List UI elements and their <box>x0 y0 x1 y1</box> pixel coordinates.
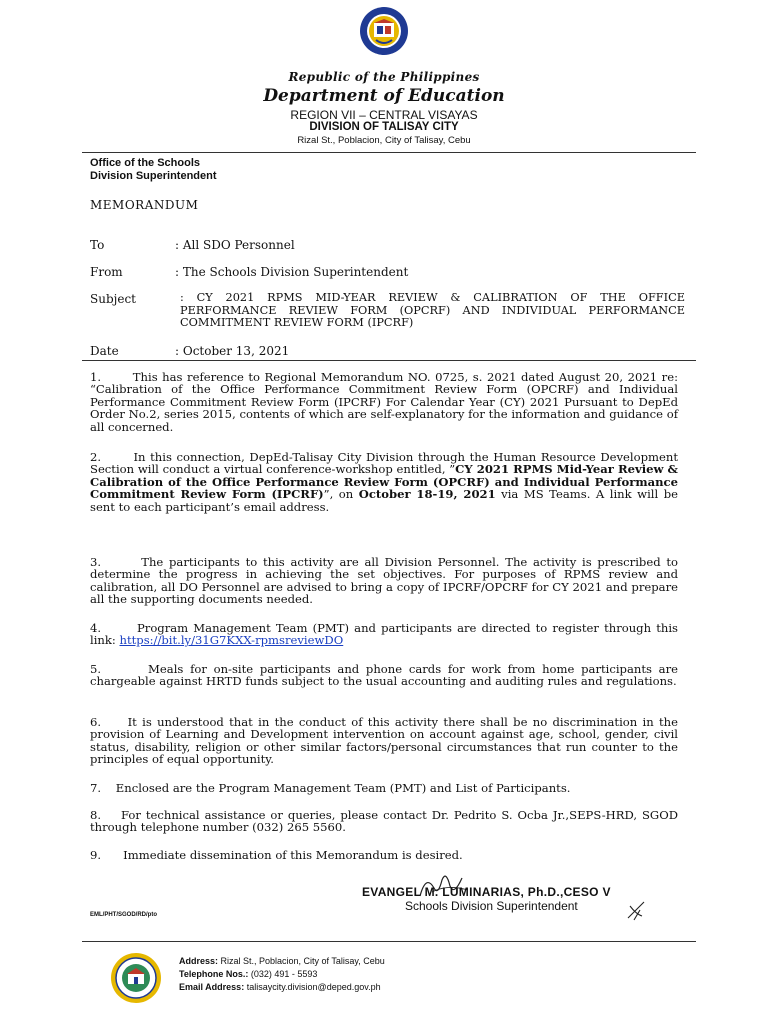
memo-title: MEMORANDUM <box>90 198 199 212</box>
office-line-2: Division Superintendent <box>90 170 217 182</box>
footer-phone <box>179 969 317 979</box>
paragraph-4 <box>90 622 678 647</box>
paragraph-6: 6. It is understood that in the conduct of this activity there shall be no discrimination in the provision of Learning and Development intervention on account against age, school, gender, civil status, disability, religion or other similar factors/personal circumstances that run counter to the principles of equal opportunity. <box>90 715 678 767</box>
office-block <box>90 157 217 183</box>
footer-divider <box>82 941 696 942</box>
department-heading: Department of Education <box>263 86 505 106</box>
paragraph-2-event-title: CY 2021 RPMS Mid-Year Review & Calibration of the Office Performance Review Form (OPCRF) and Individual Performance Commitment Review Form (IPCRF) <box>90 462 679 502</box>
office-line-1: Office of the Schools <box>90 157 201 169</box>
paragraph-7: 7. Enclosed are the Program Management Team (PMT) and List of Participants. <box>90 781 571 795</box>
deped-seal-icon <box>359 6 409 56</box>
paragraph-2-end: via MS Teams. A link will be sent to each participant’s email address. <box>90 487 678 514</box>
paragraph-2 <box>90 451 678 513</box>
paragraph-3: 3. The participants to this activity are all Division Personnel. The activity is prescribed to determine the progress in achieving the set objectives. For purposes of RPMS review and calibration, all DO Personnel are advised to bring a copy of IPCRF/OPCRF for CY 2021 and prepare all the supporting documents needed. <box>90 555 678 607</box>
registration-link[interactable]: https://bit.ly/31G7KXX-rpmsreviewDO <box>119 633 344 648</box>
footer-phone-value: (032) 491 - 5593 <box>248 969 318 979</box>
fields-divider <box>82 360 696 361</box>
reference-code: EML/PHT/SGOD/RD/pto <box>90 912 157 918</box>
division-heading: DIVISION OF TALISAY CITY <box>309 121 459 133</box>
to-label: To <box>90 238 105 252</box>
footer-phone-label: Telephone Nos.: <box>179 969 249 979</box>
footer-address-value: Rizal St., Poblacion, City of Talisay, Cebu <box>218 956 385 966</box>
subject-value: : CY 2021 RPMS MID-YEAR REVIEW & CALIBRATION OF THE OFFICE PERFORMANCE REVIEW FORM (OPCRF) AND INDIVIDUAL PERFORMANCE COMMITMENT REVIEW FORM (IPCRF) <box>180 291 685 329</box>
footer-address-label: Address: <box>179 956 219 966</box>
footer-email <box>179 982 381 992</box>
to-value: : All SDO Personnel <box>175 238 295 252</box>
paragraph-1: 1. This has reference to Regional Memorandum NO. 0725, s. 2021 dated August 20, 2021 re: “Calibration of the Office Performance Commitment Review Form (OPCRF) and Individual Performance Commitment Review Form (IPCRF) For Calendar Year (CY) 2021 Pursuant to DepEd Order No.2, series 2015, contents of which are self-explanatory for the information and guidance of all concerned. <box>90 370 678 434</box>
date-value: : October 13, 2021 <box>175 344 290 358</box>
paragraph-9: 9. Immediate dissemination of this Memorandum is desired. <box>90 848 463 862</box>
header-address: Rizal St., Poblacion, City of Talisay, Cebu <box>297 135 471 146</box>
header-divider <box>82 152 696 153</box>
date-label: Date <box>90 344 119 358</box>
region-heading: REGION VII – CENTRAL VISAYAS <box>290 108 478 122</box>
footer-email-label: Email Address: <box>179 982 245 992</box>
from-label: From <box>90 265 123 279</box>
paragraph-2-intro: 2. In this connection, DepEd-Talisay City Division through the Human Resource Development Section will conduct a virtual conference-workshop entitled, ” <box>90 450 678 477</box>
paragraph-4-text: 4. Program Management Team (PMT) and participants are directed to register through this link: <box>90 621 678 648</box>
subject-label: Subject <box>90 292 136 306</box>
paragraph-8: 8. For technical assistance or queries, please contact Dr. Pedrito S. Ocba Jr.,SEPS-HRD, SGOD through telephone number (032) 265 5560. <box>90 808 678 835</box>
signatory-name: EVANGEL M. LUMINARIAS, Ph.D.,CESO V <box>362 885 611 899</box>
initials-icon <box>622 896 650 924</box>
paragraph-2-on: ”, on <box>323 487 359 502</box>
from-value: : The Schools Division Superintendent <box>175 265 409 279</box>
division-logo-icon <box>110 952 162 1004</box>
signatory-title: Schools Division Superintendent <box>405 899 578 913</box>
footer-email-value[interactable]: talisaycity.division@deped.gov.ph <box>244 982 381 992</box>
paragraph-2-event-date: October 18-19, 2021 <box>358 487 496 502</box>
footer-address <box>179 956 385 966</box>
paragraph-5: 5. Meals for on-site participants and phone cards for work from home participants are chargeable against HRTD funds subject to the usual accounting and auditing rules and regulations. <box>90 662 678 689</box>
republic-heading: Republic of the Philippines <box>288 70 480 84</box>
